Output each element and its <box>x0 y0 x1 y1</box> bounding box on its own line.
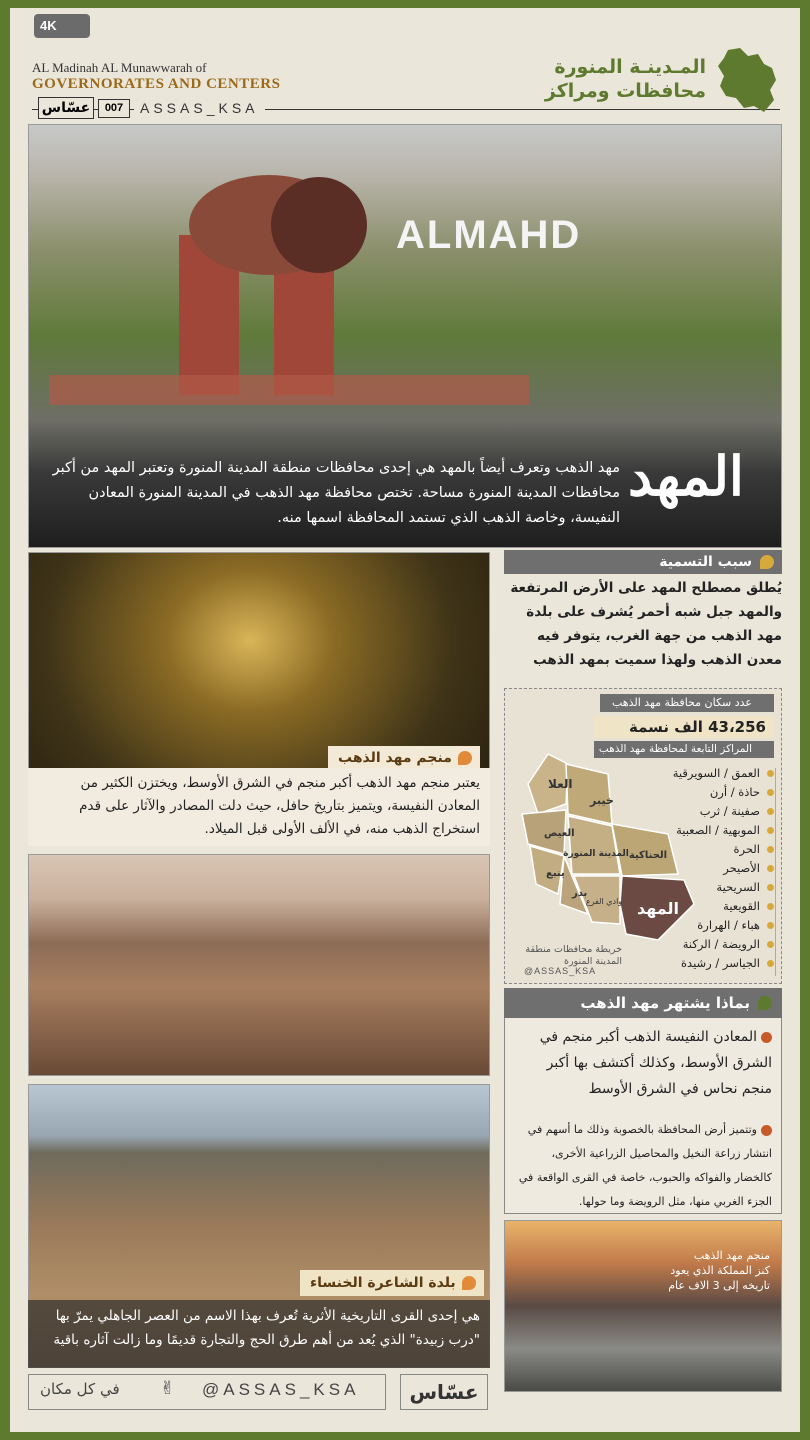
naming-title-text: سبب التسمية <box>659 554 752 570</box>
header-title-en: GOVERNORATES AND CENTERS <box>32 76 281 92</box>
region-map-icon <box>714 46 778 114</box>
village-section-title <box>300 1270 484 1296</box>
footer-handle[interactable]: @ASSAS_KSA <box>202 1380 360 1399</box>
section-marker-icon <box>458 751 472 765</box>
map-label-badr: بدر <box>572 888 588 899</box>
section-marker-icon <box>758 996 772 1010</box>
sunset-caption-line-3: تاريخه إلى 3 الاف عام <box>668 1279 770 1292</box>
sunset-caption-line-1: منجم مهد الذهب <box>693 1249 770 1262</box>
famous-item-1-text: المعادن النفيسة الذهب أكبر منجم في الشرق الأوسط، وكذلك أكتشف بها أكبر منجم نحاس في الشرق الأوسط <box>539 1029 772 1097</box>
header-handle: ASSAS_KSA <box>134 100 265 116</box>
map-label-hanakiyah: الحناكية <box>628 850 668 861</box>
sunset-caption-line-2: كنز المملكة الذي يعود <box>670 1264 770 1277</box>
footer-everywhere: في كل مكان <box>40 1380 120 1398</box>
footer-logo: عسّاس <box>400 1374 488 1410</box>
list-item: هباء / الهرارة <box>632 916 774 935</box>
gold-mine-title-text: منجم مهد الذهب <box>338 750 452 766</box>
map-label-yanbu: ينبع <box>546 868 565 879</box>
map-handle: @ASSAS_KSA <box>524 966 597 976</box>
map-label-almahd: المهد <box>636 899 680 918</box>
list-item: حاذة / أرن <box>632 783 774 802</box>
list-item: الرويضة / الركنة <box>632 935 774 954</box>
village-description: هي إحدى القرى التاريخية الأثرية تُعرف بهذا الاسم من العصر الجاهلي يمرّ بها "درب زبيدة" الذي يُعد من أهم طرق الحج والتجارة قديمًا وما زالت آثاره باقية <box>28 1300 490 1368</box>
list-item: القويعية <box>632 897 774 916</box>
almahd-sign: ALMAHD <box>396 213 582 257</box>
map-label-wadi-alfara: وادي الفرع <box>585 897 623 906</box>
map-label-khaybar: خيبر <box>590 794 614 807</box>
hero-description: مهد الذهب وتعرف أيضاً بالمهد هي إحدى محافظات منطقة المدينة المنورة وتعتبر المهد من أكبر محافظات المدينة المنورة مساحة. تختص محافظة مهد الذهب في المدينة المنورة المعادن النفيسة، وخاصة الذهب الذي تستمد المحافظة اسمها منه. <box>52 460 620 526</box>
list-item: الجياسر / رشيدة <box>632 954 774 973</box>
famous-item-1 <box>516 1024 772 1102</box>
section-marker-icon <box>462 1276 476 1290</box>
peace-hand-icon: ✌ <box>160 1378 176 1399</box>
map-label-ula: العلا <box>548 777 573 791</box>
centers-line <box>775 768 776 976</box>
list-item: الحرة <box>632 840 774 859</box>
section-marker-icon <box>760 555 774 569</box>
issue-number: 007 <box>98 99 130 118</box>
map-label-ais: العيص <box>544 828 575 839</box>
region-map <box>508 744 698 944</box>
famous-item-2-text: وتتميز أرض المحافظة بالخصوبة وذلك ما أسهم في انتشار زراعة النخيل والمحاصيل الزراعية الأخرى، كالخضار والفواكه والحبوب، خاصة في القرى الواقعة في الجزء الغربي منها، مثل الرويضة وما حولها. <box>518 1123 772 1208</box>
mine-aerial-photo <box>28 854 490 1076</box>
centers-label: المراكز التابعة لمحافظة مهد الذهب <box>594 741 774 758</box>
famous-title-text: بماذا يشتهر مهد الذهب <box>580 994 750 1012</box>
naming-description: يُطلق مصطلح المهد على الأرض المرتفعة والمهد جبل شبه أحمر يُشرف على بلدة مهد الذهب من جهة الغرب، يتوفر فيه معدن الذهب ولهذا سميت بمهد الذهب <box>510 580 782 668</box>
list-item: العمق / السويرقية <box>632 764 774 783</box>
list-item: صفينة / ثرب <box>632 802 774 821</box>
map-caption: خريطة محافظات منطقة المدينة المنورة <box>525 944 622 967</box>
list-item: السريحية <box>632 878 774 897</box>
infographic-page <box>10 8 800 1432</box>
list-item: الموبهية / الصعبية <box>632 821 774 840</box>
famous-item-2 <box>516 1118 772 1214</box>
famous-section-title <box>504 988 782 1018</box>
bullet-icon <box>761 1125 772 1136</box>
mine-sunset-photo <box>504 1220 782 1392</box>
header-title-ar: المـدينـة المنورة <box>554 56 706 78</box>
naming-section-title <box>504 550 782 574</box>
gold-mine-section-title <box>328 746 480 770</box>
list-item: الأصيحر <box>632 859 774 878</box>
population-label: عدد سكان محافظة مهد الذهب <box>600 694 774 712</box>
resolution-badge: 4K <box>34 14 90 38</box>
population-value: 43،256 الف نسمة <box>594 716 774 738</box>
map-label-madinah: المدينة المنورة <box>563 849 629 859</box>
header-subtitle-ar: محافظات ومراكز <box>544 80 706 102</box>
brand-logo: عسّاس <box>38 97 94 119</box>
header-subtitle-en: AL Madinah AL Munawwarah of <box>32 60 207 75</box>
bullet-icon <box>761 1032 772 1043</box>
hero-title: المهد <box>628 444 744 508</box>
gold-mine-description: يعتبر منجم مهد الذهب أكبر منجم في الشرق الأوسط، ويختزن الكثير من المعادن النفيسة، ويتميز بتاريخ حافل، حيث دلت المصادر والآثار على قدم استخراج الذهب منه، في الألف الأولى قبل الميلاد. <box>28 768 490 846</box>
sunset-caption <box>516 1248 770 1293</box>
village-title-text: بلدة الشاعرة الخنساء <box>310 1275 456 1291</box>
